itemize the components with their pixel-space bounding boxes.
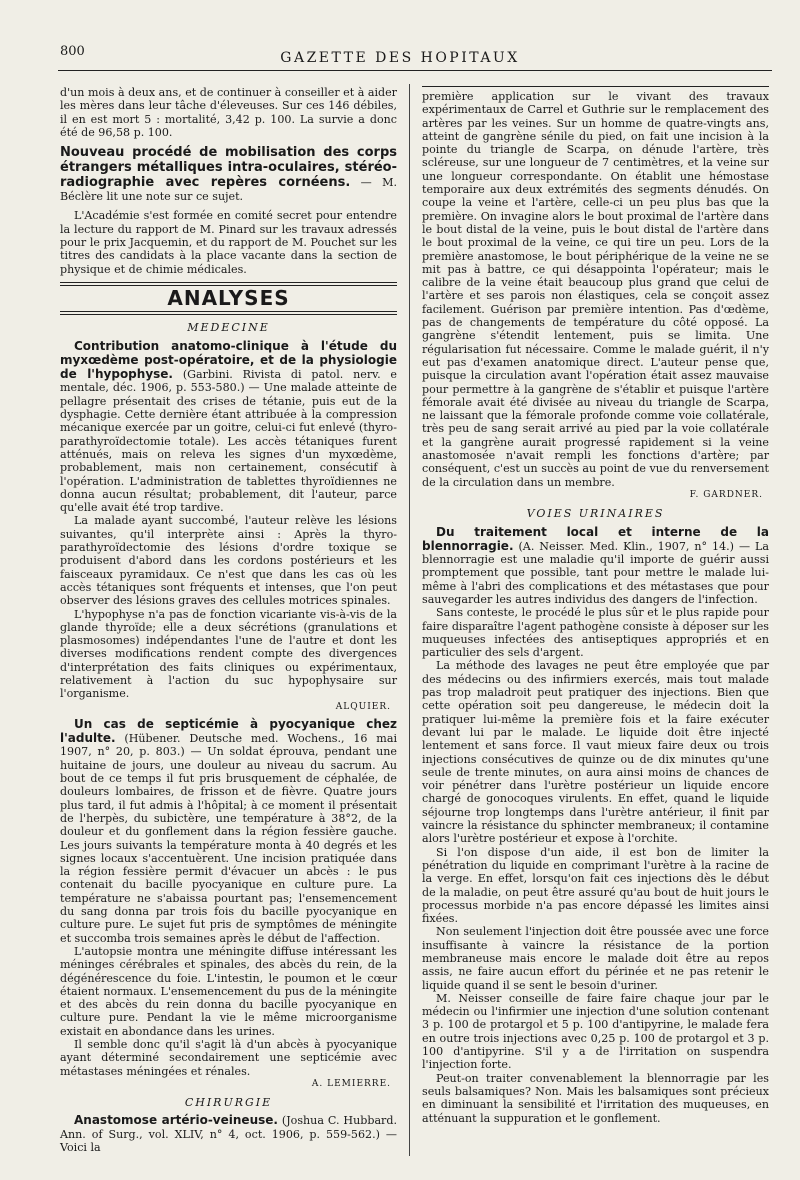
blen-article bbox=[422, 525, 769, 607]
myx-text: — Une malade atteinte de pellagre présentait des crises de tétanie, puis eut de la dysphagie. Cette dernière étant attribuée à la compression mécanique exercée par un goitre, celui-ci fut enlevé (thyro-parathyroïdectomie totale). Les accès tétaniques furent atténués, mais on releva les signes d'un myxœdème, probablement, mais non certainement, consécutif à l'opération. L'administration de tablettes thyroïdiennes ne donna aucun résultat; probablement, dit l'auteur, parce qu'elle avait été trop tardive. bbox=[60, 381, 397, 515]
myx-title: Contribution anatomo-clinique à l'étude du myxœdème post-opératoire, et de la physiologie de l'hypophyse. bbox=[60, 338, 397, 382]
sept-ref: (Hübener. Deutsche med. Wochens., 16 mai 1907, n° 20, p. 803.) bbox=[60, 732, 397, 759]
sept-paragraph-2: L'autopsie montra une méningite diffuse intéressant les méninges cérébrales et spinales, des abcès du rein, de la dégénérescence du foie. L'intestin, le poumon et le cœur étaient normaux. L'ensemencement du pus de la méningite et des abcès du rein donna du bacille pyocyanique en culture pure. Pendant la vie le même microorganisme existait en abondance dans les urines. bbox=[60, 944, 397, 1038]
blen-paragraph-5: Non seulement l'injection doit être poussée avec une force insuffisante à vaincre la résistance de la portion membraneuse mais encore le malade doit être au repos assis, ne faire aucun effort du périnée et ne pas retenir le liquide quand il se sent le besoin d'uriner. bbox=[422, 925, 769, 992]
analyses-title: ANALYSES bbox=[167, 285, 290, 310]
sept-author: A. LEMIERRE. bbox=[311, 1078, 391, 1089]
section-voies-urinaires: VOIES URINAIRES bbox=[526, 507, 665, 521]
section-medecine: MEDECINE bbox=[187, 321, 270, 335]
anast-author: F. GARDNER. bbox=[689, 489, 763, 500]
anast-ref: (Joshua C. Hubbard. Ann. of Surg., vol. XLIV, n° 4, oct. 1906, p. 559-562.) bbox=[60, 1114, 397, 1141]
left-column bbox=[60, 86, 397, 1154]
anast-text: — Voici la bbox=[60, 1127, 398, 1155]
blen-paragraph-4: Si l'on dispose d'un aide, il est bon de limiter la pénétration du liquide en comprimant l'urètre à la racine de la verge. En effet, lorsqu'on fait ces injections dès le début de la maladie, on peut être assuré qu'au bout de huit jours le processus morbide n'a pas encore dépassé les limites ainsi fixées. bbox=[422, 845, 769, 926]
blen-text: — La blennorragie est une maladie qu'il importe de guérir aussi promptement que possible, tant pour mettre le malade lui-même à l'abri des complications et des métastases que pour sauvegarder les autres individus des dangers de l'infection. bbox=[422, 539, 770, 606]
myx-article bbox=[60, 339, 397, 515]
sept-title: Un cas de septicémie à pyocyanique chez l'adulte. bbox=[60, 716, 397, 746]
blen-paragraph-6: M. Neisser conseille de faire faire chaque jour par le médecin ou l'infirmier une injection d'une solution contenant 3 p. 100 de protargol et 5 p. 100 d'antipyrine, le malade fera en outre trois injections avec 0,25 p. 100 de protargol et 3 p. 100 d'antipyrine. S'il y a de l'irritation on suspendra l'injection forte. bbox=[422, 991, 769, 1072]
myx-author: ALQUIER. bbox=[335, 701, 391, 712]
blen-paragraph-3: La méthode des lavages ne peut être employée que par des médecins ou des infirmiers exercés, mais tout malade pas trop maladroit peut pratiquer des injections. Bien que cette opération soit peu dangereuse, le médecin doit la pratiquer lui-même la première fois et la faire exécuter devant lui par le malade. Le liquide doit être injecté lentement et sans force. Il vaut mieux faire deux ou trois injections consécutives de quinze ou de dix minutes qu'une seule de trente minutes, on aura ainsi moins de chances de voir pénétrer dans l'urètre postérieur un liquide encore chargé de gonocoques virulents. En effet, quand le liquide séjourne trop longtemps dans l'urètre antérieur, il finit par vaincre la résistance du sphincter membraneux; il contamine alors l'urètre postérieur et expose à l'orchite. bbox=[422, 659, 769, 846]
sept-article bbox=[60, 717, 397, 945]
comite-paragraph: L'Académie s'est formée en comité secret pour entendre la lecture du rapport de M. Pinard sur les travaux adressés pour le prix Jacquemin, et du rapport de M. Pouchet sur les titres des candidats à la place vacante dans la section de physique et de chimie médicales. bbox=[60, 209, 397, 276]
blen-ref: (A. Neisser. Med. Klin., 1907, n° 14.) bbox=[518, 539, 735, 553]
procede-text: — M. Béclère lit une note sur ce sujet. bbox=[60, 176, 397, 204]
journal-title: GAZETTE DES HOPITAUX bbox=[280, 50, 520, 66]
myx-paragraph-3: L'hypophyse n'a pas de fonction vicariante vis-à-vis de la glande thyroïde; elle a deux sécrétions (granulations et plasmosomes) indépendantes l'une de l'autre et dont les diverses modifications rendent compte des divergences d'interprétation des faits cliniques ou expérimentaux, relativement à l'action du suc hypophysaire sur l'organisme. bbox=[60, 607, 397, 701]
blen-title: Du traitement local et interne de la blennorragie. bbox=[422, 524, 769, 553]
section-chirurgie: CHIRURGIE bbox=[184, 1096, 273, 1110]
column-divider bbox=[409, 84, 410, 1156]
procede-article bbox=[60, 145, 397, 203]
procede-title: Nouveau procédé de mobilisation des corps étrangers métalliques intra-oculaires, stéréo-radiographie avec repères cornéens. bbox=[60, 145, 397, 191]
anast-continued: première application sur le vivant des travaux expérimentaux de Carrel et Guthrie sur le remplacement des artères par les veines. Sur un homme de quatre-vingts ans, atteint de gangrène sénile du pied, on fait une incision à la pointe du triangle de Scarpa, on dénude l'artère, très scléreuse, sur une longueur de 7 centimètres, et la veine sur une longueur correspondante. On établit une hémostase temporaire aux deux extrémités des segments dénudés. On coupe la veine et l'artère, celle-ci un peu plus bas que la première. On invagine alors le bout proximal de l'artère dans le bout distal de la veine, puis le bout distal de l'artère dans le bout proximal de la veine, ce qui tire un peu. Lors de la première anastomose, le bout périphérique de la veine ne se mit pas à battre, ce qui désappointa l'opérateur; mais le calibre de la veine était beaucoup plus grand que celui de l'artère et ses parois non élastiques, cela se conçoit assez facilement. Guérison par première intention. Pas d'œdème, pas de changements de température du côté opposé. La gangrène s'étendit lentement, puis se limita. Une régularisation fut nécessaire. Comme le malade guérit, il n'y eut pas d'examen anatomique direct. L'auteur pense que, puisque la circulation avant l'opération était assez mauvaise pour permettre à la gangrène de s'établir et puisque l'artère fémorale avait été divisée au niveau du triangle de Scarpa, ne laissant que la fémorale profonde comme voie collatérale, très peu de sang serait arrivé au pied par la voie collatérale et la gangrène aurait progressé rapidement si la veine anastomosée n'avait rempli les fonctions d'artère; par conséquent, c'est un succès au point de vue du renversement de la circulation dans un membre. bbox=[422, 90, 769, 489]
blen-paragraph-2: Sans conteste, le procédé le plus sûr et le plus rapide pour faire disparaître l'agent pathogène consiste à déposer sur les muqueuses infectées des antiseptiques appropriés et en particulier des sels d'argent. bbox=[422, 606, 769, 660]
myx-ref: (Garbini. Rivista di patol. nerv. e mentale, déc. 1906, p. 553-580.) bbox=[60, 368, 397, 395]
blen-paragraph-7: Peut-on traiter convenablement la blennorragie par les seuls balsamiques? Non. Mais les balsamiques sont précieux en diminuant la sensibilité et l'irritation des muqueuses, en atténuant la suppuration et le gonflement. bbox=[422, 1071, 769, 1125]
anast-title: Anastomose artério-veineuse. bbox=[74, 1113, 278, 1128]
page-number: 800 bbox=[60, 44, 85, 59]
right-top-rule bbox=[422, 86, 769, 87]
analyses-bottom-rule bbox=[60, 311, 397, 315]
anast-article bbox=[60, 1113, 397, 1154]
header-rule bbox=[58, 70, 772, 71]
right-column bbox=[422, 86, 769, 1125]
myx-paragraph-2: La malade ayant succombé, l'auteur relève les lésions suivantes, qu'il interprète ainsi : Après la thyro-parathyroïdectomie des lésions d'ordre toxique se produisent d'abord dans les cordons postérieurs et les faisceaux pyramidaux. Ce n'est que dans les cas où les accès tétaniques sont fréquents et intenses, que l'on peut observer des lésions graves des cellules motrices spinales. bbox=[60, 514, 397, 608]
sept-paragraph-3: Il semble donc qu'il s'agit là d'un abcès à pyocyanique ayant déterminé secondairement une septicémie avec métastases méningées et rénales. bbox=[60, 1038, 397, 1078]
intro-paragraph: d'un mois à deux ans, et de continuer à conseiller et à aider les mères dans leur tâche d'éleveuses. Sur ces 146 débiles, il en est mort 5 : mortalité, 3,42 p. 100. La survie a donc été de 96,58 p. 100. bbox=[60, 86, 397, 139]
sept-text: — Un soldat éprouva, pendant une huitaine de jours, une douleur au niveau du sacrum. Au bout de ce temps il fut pris brusquement de céphalée, de douleurs lombaires, de frisson et de fièvre. Quatre jours plus tard, il fut admis à l'hôpital; à ce moment il présentait de l'herpès, du subictère, une température à 38°2, de la douleur et du gonflement dans la région fessière gauche. Les jours suivants la température monta à 40 degrés et les signes locaux s'accentuèrent. Une incision pratiquée dans la région fessière permit d'évacuer un abcès : le pus contenait du bacille pyocyanique en culture pure. La température ne s'abaissa pourtant pas; l'ensemencement du sang donna par trois fois du bacille pyocyanique en culture pure. Le sujet fut pris de symptômes de méningite et succomba trois semaines après le début de l'affection. bbox=[60, 745, 398, 945]
